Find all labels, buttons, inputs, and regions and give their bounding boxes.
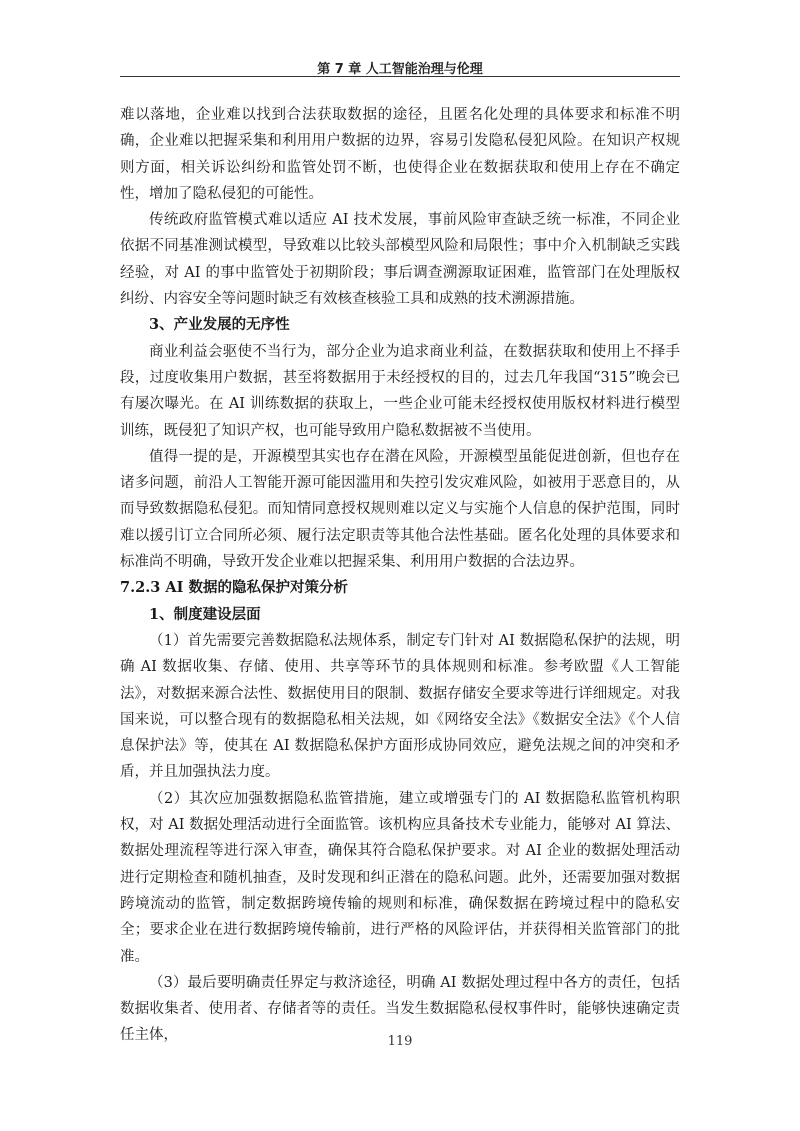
paragraph: 商业利益会驱使不当行为，部分企业为追求商业利益，在数据获取和使用上不择手段，过度收集用户数据，甚至将数据用于未经授权的目的，过去几年我国“315”晚会已有屡次曝光。在 AI 训练数据的获取上，一些企业可能未经授权使用版权材料进行模型训练，既侵犯了知识产权，也可能导致用户隐私数据被不当使用。 <box>120 343 680 439</box>
page-body <box>120 102 680 1049</box>
paragraph: （1）首先需要完善数据隐私法规体系，制定专门针对 AI 数据隐私保护的法规，明确 AI 数据收集、存储、使用、共享等环节的具体规则和标准。参考欧盟《人工智能法》，对数据来源合法性、数据使用目的限制、数据存储安全要求等进行详细规定。对我国来说，可以整合现有的数据隐私相关法规，如《网络安全法》《数据安全法》《个人信息保护法》等，使其在 AI 数据隐私保护方面形成协同效应，避免法规之间的冲突和矛盾，并且加强执法力度。 <box>120 632 680 781</box>
paragraph: 难以落地，企业难以找到合法获取数据的途径，且匿名化处理的具体要求和标准不明确，企业难以把握采集和利用用户数据的边界，容易引发隐私侵犯风险。在知识产权规则方面，相关诉讼纠纷和监管处罚不断，也使得企业在数据获取和使用上存在不确定性，增加了隐私侵犯的可能性。 <box>120 107 680 202</box>
paragraph: （3）最后要明确责任界定与救济途径，明确 AI 数据处理过程中各方的责任，包括数据收集者、使用者、存储者等的责任。当发生数据隐私侵权事件时，能够快速确定责任主体， <box>120 974 680 1044</box>
running-header: 第 7 章 人工智能治理与伦理 <box>317 62 483 77</box>
paragraph: 值得一提的是，开源模型其实也存在潜在风险，开源模型虽能促进创新，但也存在诸多问题，前沿人工智能开源可能因滥用和失控引发灾难风险，如被用于恶意目的，从而导致数据隐私侵犯。而知情同意授权规则难以定义与实施个人信息的保护范围，同时难以援引订立合同所必须、履行法定职责等其他合法性基础。匿名化处理的具体要求和标准尚不明确，导致开发企业难以把握采集、利用用户数据的合法边界。 <box>120 448 680 571</box>
header-divider <box>120 76 680 77</box>
section-heading: 7.2.3 AI 数据的隐私保护对策分析 <box>120 579 348 597</box>
subsection-heading: 1、制度建设层面 <box>149 605 261 623</box>
subsection-heading: 3、产业发展的无序性 <box>149 316 290 334</box>
paragraph: （2）其次应加强数据隐私监管措施，建立或增强专门的 AI 数据隐私监管机构职权，对 AI 数据处理活动进行全面监管。该机构应具备技术专业能力，能够对 AI 算法、数据处理流程等进行深入审查，确保其符合隐私保护要求。对 AI 企业的数据处理活动进行定期检查和随机抽查，及时发现和纠正潜在的隐私问题。此外，还需要加强对数据跨境流动的监管，制定数据跨境传输的规则和标准，确保数据在跨境过程中的隐私安全；要求企业在进行数据跨境传输前，进行严格的风险评估，并获得相关监管部门的批准。 <box>120 790 680 965</box>
page-number: 119 <box>387 1034 413 1049</box>
paragraph: 传统政府监管模式难以适应 AI 技术发展，事前风险审查缺乏统一标准，不同企业依据不同基准测试模型，导致难以比较头部模型风险和局限性；事中介入机制缺乏实践经验，对 AI 的事中监管处于初期阶段；事后调查溯源取证困难，监管部门在处理版权纠纷、内容安全等问题时缺乏有效核查核验工具和成熟的技术溯源措施。 <box>120 212 680 308</box>
